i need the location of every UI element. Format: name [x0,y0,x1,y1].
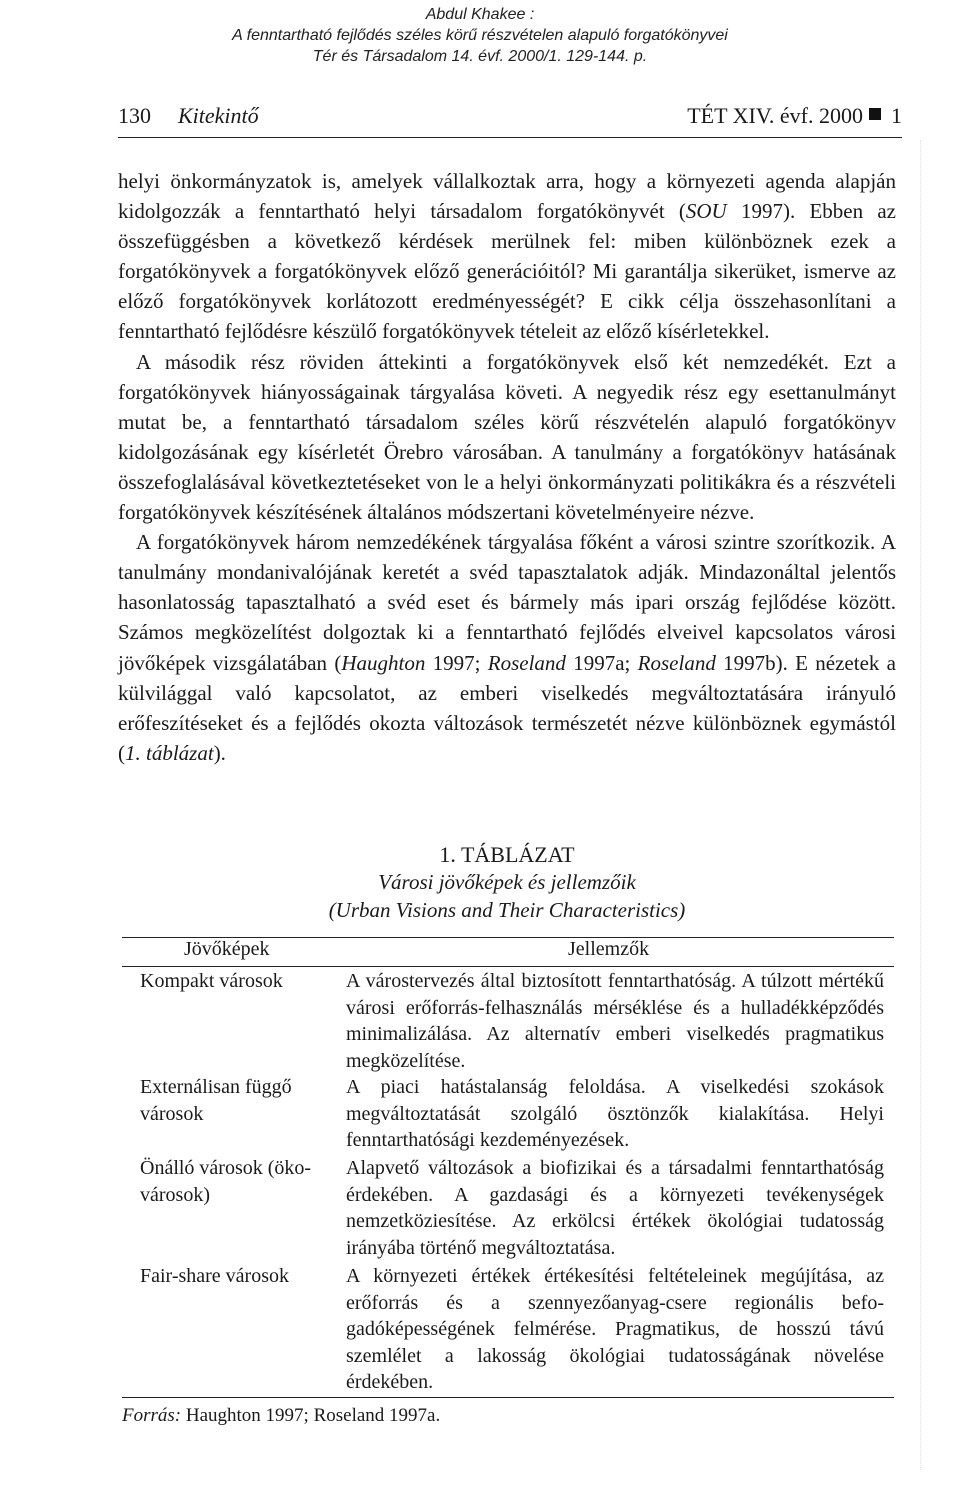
running-head [118,103,902,138]
vision-cell: Kompakt városok [140,970,283,992]
source-label: Forrás: [122,1405,182,1426]
text-run: 1997b). E nézetek a külvilággal való kapcsolatot, az emberi viselkedés megváltoztatására irányuló erőfeszítéseket és a fejlődés okozta változások természetét nézve különböznek egymástól ( [118,650,897,765]
vision-cell: Önálló városok (öko-városok) [140,1157,312,1206]
section-name: Kitekintő [178,103,259,128]
italic-run: Roseland [487,650,566,675]
source-text: Haughton 1997; Roseland 1997a. [181,1405,441,1426]
italic-run: 1. táblázat [125,740,214,765]
text-run: 1997). Ebben az összefüggésben a következő kérdések merülnek fel: miben különböznek ezek a forgatókönyvek a forgatókönyvek előző generációitól? Mi garantálja sikerüket, ismerve az előző forgatókönyvek korlátozott eredményességét? E cikk célja összehasonlítani a fenntartható fejlődésre készülő forgatókönyvek tételeit az előző kísérletekkel. [118,199,896,344]
table-title-hu: Városi jövőképek és jellemzőik [378,870,636,894]
paragraph [118,166,896,347]
table-header-visions: Jövőképek [184,938,270,960]
traits-cell: A környezeti értékek értékesítési feltételeinek megújítása, az erőforrás és a szennyezőanyag-csere regionális befogadóképességének felmérése. Pragmatikus, de hosszú távú szemlélet a lakosság ökológiai tudatosságának növelése érdekében. [346,1265,884,1393]
traits-cell: Alapvető változások a biofizikai és a társadalmi fenntarthatóság érdekében. A gazdasági és a környezeti tevékenységek nemzetköziesítése. Az erkölcsi értékek ökológiai tudatosság irányába történő megváltoztatása. [346,1157,884,1259]
table-header-rule [122,966,894,967]
table-bottom-rule [122,1397,894,1398]
traits-cell: A várostervezés által biztosított fenntarthatóság. A túlzott mértékű városi erőforrás-felhasználás mérséklése és a hulladékképződés minimalizálása. Az alternatív emberi viselkedés pragmatikus megközelítése. [346,970,884,1072]
table-source [122,1405,440,1427]
issue-number: 1 [891,103,902,128]
paragraph [118,527,896,768]
journal-info [687,103,902,129]
traits-cell: A piaci hatástalanság feloldása. A viselkedési szokások megváltoztatását szolgáló ösztönzők kialakítása. Helyi fenntarthatósági kezdeményezések. [346,1076,884,1151]
citation-author: Abdul Khakee : [425,6,535,23]
vision-cell: Externálisan függő városok [140,1076,292,1125]
paragraph [118,347,896,528]
citation-header [0,4,960,67]
text-run: ). [213,740,226,765]
scan-margin-line [920,140,921,1470]
journal-name: TÉT XIV. évf. 2000 [687,103,863,128]
vision-cell: Fair-share városok [140,1265,289,1287]
citation-source: Tér és Társadalom 14. évf. 2000/1. 129-144. p. [312,48,648,65]
italic-run: Roseland [637,650,716,675]
article-body [118,166,896,768]
text-run: A forgatókönyvek három nemzedékének tárgyalása főként a városi szintre szorítkozik. A tanulmány mondanivalójának keretét a svéd tapasztalatok adják. Mindazonáltal jelentős hasonlatosság tapasztalható a svéd eset és bármely más ipari ország fejlődése között. Számos megközelítést dolgoztak ki a fenntartható fejlődés elveivel kapcsolatos városi jövőképek vizsgálatában ( [118,530,896,675]
citation-title: A fenntartható fejlődés széles körű részvételen alapuló forgatókönyvei [232,27,728,44]
italic-run: Haughton [341,650,426,675]
text-run: 1997a; [565,650,638,675]
text-run: 1997; [425,650,488,675]
table-number: 1. TÁBLÁZAT [439,842,575,867]
text-run: A második rész röviden áttekinti a forgatókönyvek első két nemzedékét. Ezt a forgatókönyvek hiányosságainak tárgyalása követi. A negyedik rész egy esettanulmányt mutat be, a fenntartható társadalom széles körű részvételén alapuló forgatókönyv kidolgozásának egy kísérletét Örebro városában. A tanulmány a forgatókönyv hatásának összefoglalásával következtetéseket von le a helyi önkormányzati politikákra és a részvételi forgatókönyvek készítésének általános módszertani követelményeire nézve. [118,349,896,525]
page-number: 130 [118,103,151,128]
text-run: helyi önkormányzatok is, amelyek vállalkoztak arra, hogy a környezeti agenda alapján kidolgozzák a fenntartható helyi társadalom forgatókönyvét ( [118,169,896,224]
table-title-en: (Urban Visions and Their Characteristics) [328,898,686,922]
square-bullet-icon [869,108,881,120]
italic-run: SOU [685,199,727,224]
table-header-traits: Jellemzők [568,938,650,960]
